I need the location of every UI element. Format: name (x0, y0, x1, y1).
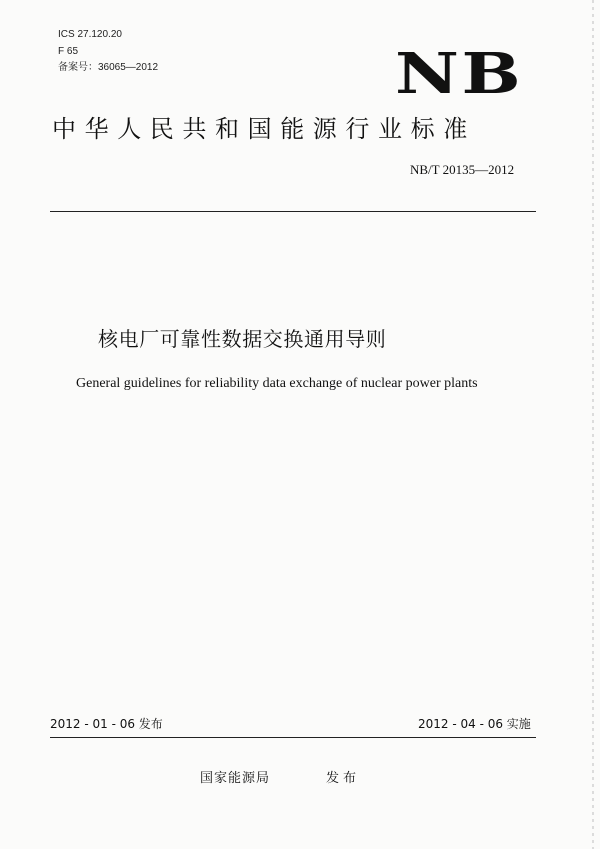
document-title-chinese: 核电厂可靠性数据交换通用导则 (98, 327, 387, 351)
record-number: 备案号：36065—2012 (58, 62, 159, 73)
document-title-english: General guidelines for reliability data exchange of nuclear power plants (76, 376, 478, 391)
nb-logo: NB (395, 41, 524, 107)
standard-number: NB/T 20135—2012 (410, 162, 515, 177)
ics-code: ICS 27.120.20 (58, 29, 122, 40)
industry-standard-title: 中华人民共和国能源行业标准 (52, 115, 476, 143)
issue-date: 2012 - 01 - 06 发布 (50, 717, 163, 731)
publish-label: 发布 (326, 771, 361, 786)
publisher-name: 国家能源局 (200, 771, 271, 786)
bottom-divider (50, 737, 536, 738)
scan-edge-marks (592, 0, 594, 849)
classification-code: F 65 (58, 46, 79, 57)
implementation-date: 2012 - 04 - 06 实施 (418, 717, 531, 731)
top-divider (50, 211, 536, 212)
